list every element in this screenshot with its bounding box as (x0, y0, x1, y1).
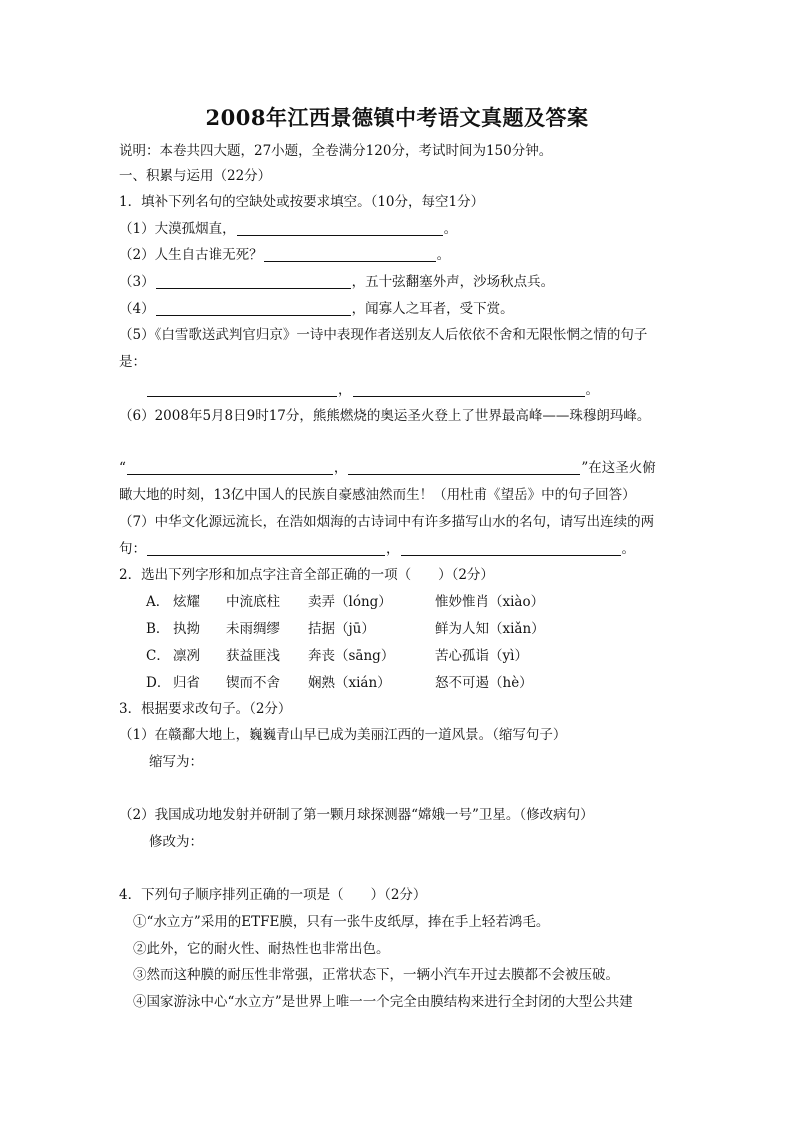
fill-item (119, 459, 656, 477)
answer-blank[interactable] (264, 247, 436, 262)
fill-item (146, 381, 599, 399)
option-letter: D． (146, 675, 171, 691)
item-text: ，闻寡人之耳者，受下赏。 (351, 301, 514, 317)
option-word: 凛冽 (173, 648, 200, 664)
option-word: 苦心孤诣（yì） (435, 648, 528, 664)
answer-blank[interactable] (237, 221, 443, 236)
item-text: （2）人生自古谁无死？ (119, 247, 263, 263)
exam-instructions: 说明：本卷共四大题，27小题，全卷满分120分，考试时间为150分钟。 (119, 143, 553, 159)
fill-item (119, 540, 635, 558)
option-word: 炫耀 (173, 594, 200, 610)
punctuation: ， (333, 460, 348, 476)
answer-blank[interactable] (348, 460, 580, 475)
item-text: 句： (119, 541, 146, 557)
question-stem: 1．填补下列名句的空缺处或按要求填空。（10分，每空1分） (119, 194, 485, 210)
fill-item (119, 300, 514, 318)
option-word: 奔丧（sāng） (308, 648, 395, 664)
answer-blank[interactable] (353, 382, 585, 397)
page-title: 2008年江西景德镇中考语文真题及答案 (205, 105, 589, 130)
list-item: ①“水立方”采用的ETFE膜，只有一张牛皮纸厚，捧在手上轻若鸿毛。 (133, 914, 550, 930)
option-word: 惟妙惟肖（xiào） (435, 594, 545, 610)
choice-option[interactable] (146, 674, 170, 692)
option-word: 执拗 (173, 621, 200, 637)
punctuation: ， (386, 541, 400, 557)
item-text: ，五十弦翻塞外声，沙场秋点兵。 (351, 274, 555, 290)
option-word: 未雨绸缪 (226, 621, 280, 637)
section-heading: 一、积累与运用（22分） (119, 168, 272, 184)
list-item: ③然而这种膜的耐压性非常强，正常状态下，一辆小汽车开过去膜都不会被压破。 (133, 967, 619, 983)
list-item: ④国家游泳中心“水立方”是世界上唯一一个完全由膜结构来进行全封闭的大型公共建 (133, 994, 633, 1010)
answer-label: 修改为： (149, 834, 203, 850)
option-word: 获益匪浅 (226, 648, 280, 664)
fill-item (119, 273, 554, 291)
punctuation: 。 (621, 541, 635, 557)
item-text: 是： (119, 354, 146, 370)
option-word: 归省 (173, 675, 200, 691)
question-stem: 4．下列句子顺序排列正确的一项是（ ）（2分） (119, 887, 427, 903)
answer-label: 缩写为： (149, 754, 203, 770)
fill-item (119, 246, 450, 264)
punctuation: 。 (443, 221, 458, 237)
question-stem: 2．选出下列字形和加点字注音全部正确的一项（ ）（2分） (119, 567, 494, 583)
answer-blank[interactable] (156, 274, 351, 289)
choice-option[interactable] (146, 647, 170, 665)
item-text: （4） (119, 301, 155, 317)
punctuation: “ (119, 460, 126, 476)
choice-option[interactable] (146, 620, 169, 638)
answer-blank[interactable] (401, 541, 621, 556)
item-text: （7）中华文化源远流长，在浩如烟海的古诗词中有许多描写山水的名句，请写出连续的两 (119, 514, 655, 530)
answer-blank[interactable] (147, 382, 337, 397)
fill-item (119, 220, 457, 238)
question-stem: 3．根据要求改句子。（2分） (119, 701, 292, 717)
item-text: （5）《白雪歌送武判官归京》一诗中表现作者送别友人后依依不舍和无限怅惘之情的句子 (119, 327, 648, 343)
item-text: （1）在赣鄱大地上，巍巍青山早已成为美丽江西的一道风景。（缩写句子） (119, 727, 567, 743)
item-text: （1）大漠孤烟直， (119, 221, 236, 237)
item-text: （6）2008年5月8日9时17分，熊熊燃烧的奥运圣火登上了世界最高峰——珠穆朗玛峰。 (119, 408, 651, 424)
option-word: 锲而不舍 (226, 675, 280, 691)
punctuation: 。 (436, 247, 451, 263)
option-word: 卖弄（lóng） (308, 594, 392, 610)
punctuation: ， (338, 382, 352, 398)
list-item: ②此外，它的耐火性、耐热性也非常出色。 (133, 941, 390, 957)
answer-blank[interactable] (147, 541, 385, 556)
option-letter: B． (146, 621, 170, 637)
option-word: 娴熟（xián） (308, 675, 391, 691)
option-word: 鲜为人知（xiǎn） (435, 621, 545, 637)
option-letter: A． (146, 594, 170, 610)
item-text: （3） (119, 274, 155, 290)
item-text: 瞰大地的时刻，13亿中国人的民族自豪感油然而生！（用杜甫《望岳》中的句子回答） (119, 487, 636, 503)
punctuation: 。 (585, 382, 599, 398)
option-word: 怒不可遏（hè） (435, 675, 533, 691)
option-letter: C． (146, 648, 170, 664)
answer-blank[interactable] (127, 460, 333, 475)
answer-blank[interactable] (156, 301, 351, 316)
item-text: （2）我国成功地发射并研制了第一颗月球探测器“嫦娥一号”卫星。（修改病句） (119, 807, 594, 823)
item-text: ”在这圣火俯 (581, 460, 656, 476)
option-word: 中流底柱 (226, 594, 280, 610)
option-word: 拮据（jū） (308, 621, 375, 637)
